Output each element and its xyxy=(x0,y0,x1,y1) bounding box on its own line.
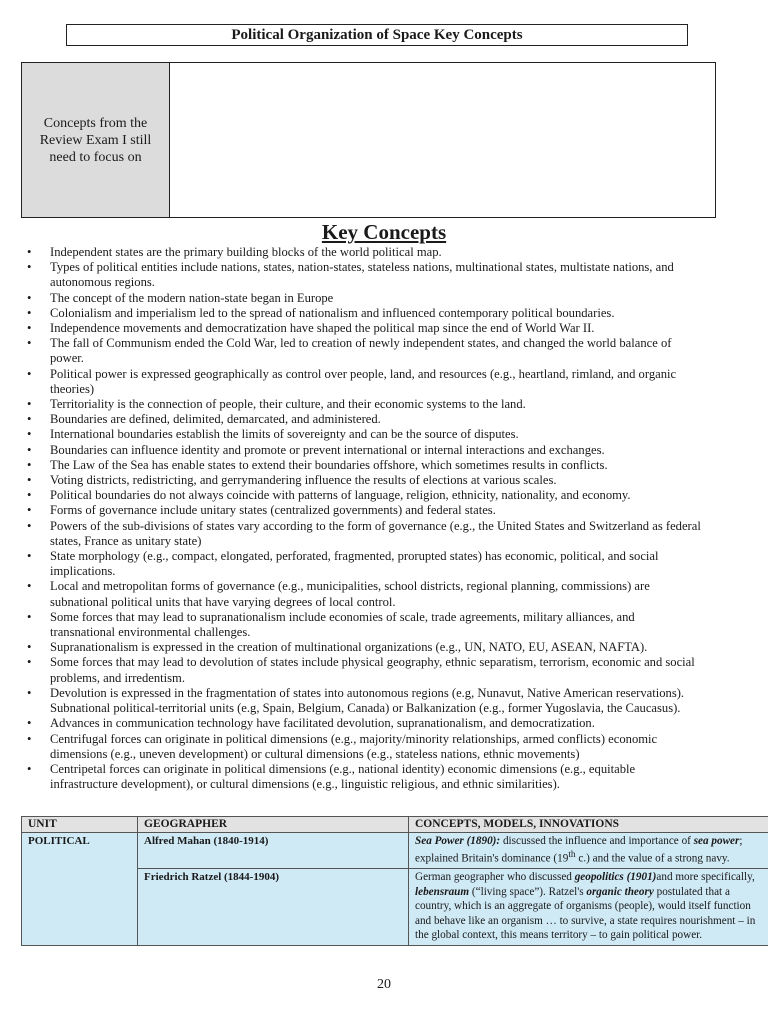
concept-item: • Boundaries are defined, delimited, demarcated, and administered. xyxy=(27,412,702,427)
table-row xyxy=(22,832,768,869)
unit-cell: POLITICAL xyxy=(22,832,138,945)
page-number: 20 xyxy=(377,977,391,992)
concept-item: • The fall of Communism ended the Cold War, led to creation of newly independent states, and changed the world balance of power. xyxy=(27,336,702,366)
focus-box-label xyxy=(22,63,170,217)
term-sea-power-1890: Sea Power (1890): xyxy=(415,834,501,847)
concept-cell xyxy=(409,869,768,946)
concept-item: • Centrifugal forces can originate in political dimensions (e.g., majority/minority relationships, armed conflicts) economic dimensions (e.g., uneven development) or cultural dimensions (e.g., stateless nations, ethnic movements) xyxy=(27,732,702,762)
concept-item: • Supranationalism is expressed in the creation of multinational organizations (e.g., UN, NATO, EU, ASEAN, NAFTA). xyxy=(27,640,702,655)
concept-item: • Forms of governance include unitary states (centralized governments) and federal states. xyxy=(27,503,702,518)
concept-item: • The concept of the modern nation-state began in Europe xyxy=(27,291,702,306)
page-title: Political Organization of Space Key Concepts xyxy=(66,24,688,46)
superscript-th: th xyxy=(568,850,576,860)
desc-text: c.) and the value of a strong navy. xyxy=(575,852,730,865)
concept-item: • Voting districts, redistricting, and gerrymandering influence the results of elections at various scales. xyxy=(27,473,702,488)
desc-text: discussed the influence and importance of xyxy=(500,834,694,847)
term-organic-theory: organic theory xyxy=(586,885,654,898)
desc-text: ; explained Britain's dominance (19 xyxy=(415,834,743,865)
concept-item: • Boundaries can influence identity and promote or prevent international or internal interactions and exchanges. xyxy=(27,443,702,458)
header-geographer: GEOGRAPHER xyxy=(138,817,409,833)
concept-item: • Political power is expressed geographically as control over people, land, and resources (e.g., heartland, rimland, and organic theories) xyxy=(27,367,702,397)
header-concepts: CONCEPTS, MODELS, INNOVATIONS xyxy=(409,817,768,833)
concept-item: • Types of political entities include nations, states, nation-states, stateless nations, multinational states, multistate nations, and autonomous regions. xyxy=(27,260,702,290)
concept-item: • Colonialism and imperialism led to the spread of nationalism and influenced contemporary political boundaries. xyxy=(27,306,702,321)
geographer-table xyxy=(21,816,768,946)
term-lebensraum: lebensraum xyxy=(415,885,470,898)
concept-cell xyxy=(409,832,768,869)
concept-item: • Territoriality is the connection of people, their culture, and their economic systems to the land. xyxy=(27,397,702,412)
concept-item: • Advances in communication technology have facilitated devolution, supranationalism, and democratization. xyxy=(27,716,702,731)
concept-item: • Political boundaries do not always coincide with patterns of language, religion, ethnicity, nationality, and economy. xyxy=(27,488,702,503)
focus-notes-area xyxy=(170,63,715,217)
table-header-row xyxy=(22,817,768,833)
focus-box-label-text: Concepts from the Review Exam I still need to focus on xyxy=(39,115,152,165)
concept-item: • Local and metropolitan forms of governance (e.g., municipalities, school districts, regional planning, commissions) are subnational political units that have varying degrees of local control. xyxy=(27,579,702,609)
concept-item: • State morphology (e.g., compact, elongated, perforated, fragmented, prorupted states) has economic, political, and social implications. xyxy=(27,549,702,579)
concept-item: • Independence movements and democratization have shaped the political map since the end of World War II. xyxy=(27,321,702,336)
desc-text: and more specifically, xyxy=(656,871,755,884)
concept-item: • Devolution is expressed in the fragmentation of states into autonomous regions (e.g, Nunavut, Native American reservations). Subnational political-territorial units (e.g, Spain, Belgium, Canada) or Balkanization (e.g., former Yugoslavia, the Caucasus). xyxy=(27,686,702,716)
review-focus-box xyxy=(21,62,716,218)
key-concepts-list xyxy=(27,245,702,792)
desc-text: (“living space”). Ratzel's xyxy=(469,885,587,898)
term-geopolitics: geopolitics (1901) xyxy=(574,871,657,884)
concept-item: • International boundaries establish the limits of sovereignty and can be the source of disputes. xyxy=(27,427,702,442)
geographer-cell: Alfred Mahan (1840-1914) xyxy=(138,832,409,869)
term-sea-power: sea power xyxy=(693,834,740,847)
header-unit: UNIT xyxy=(22,817,138,833)
geographer-cell: Friedrich Ratzel (1844-1904) xyxy=(138,869,409,946)
concept-item: • Powers of the sub-divisions of states vary according to the form of governance (e.g., the United States and Switzerland as federal states, France as unitary state) xyxy=(27,519,702,549)
concept-item: • Some forces that may lead to supranationalism include economies of scale, trade agreements, military alliances, and transnational environmental challenges. xyxy=(27,610,702,640)
concept-item: • The Law of the Sea has enable states to extend their boundaries offshore, which sometimes results in conflicts. xyxy=(27,458,702,473)
key-concepts-heading: Key Concepts xyxy=(321,220,447,244)
desc-text: German geographer who discussed xyxy=(415,871,575,884)
desc-text: postulated that a country, which is an aggregate of organisms (people), would itself function and behave like an organism … to survive, a state requires nourishment – in the global context, this means territory – to gain political power. xyxy=(415,885,756,942)
concept-item: • Some forces that may lead to devolution of states include physical geography, ethnic separatism, terrorism, economic and social problems, and irredentism. xyxy=(27,655,702,685)
concept-item: • Independent states are the primary building blocks of the world political map. xyxy=(27,245,702,260)
concept-item: • Centripetal forces can originate in political dimensions (e.g., national identity) economic dimensions (e.g., equitable infrastructure development), or cultural dimensions (e.g., linguistic religious, and ethnic similarities). xyxy=(27,762,702,792)
